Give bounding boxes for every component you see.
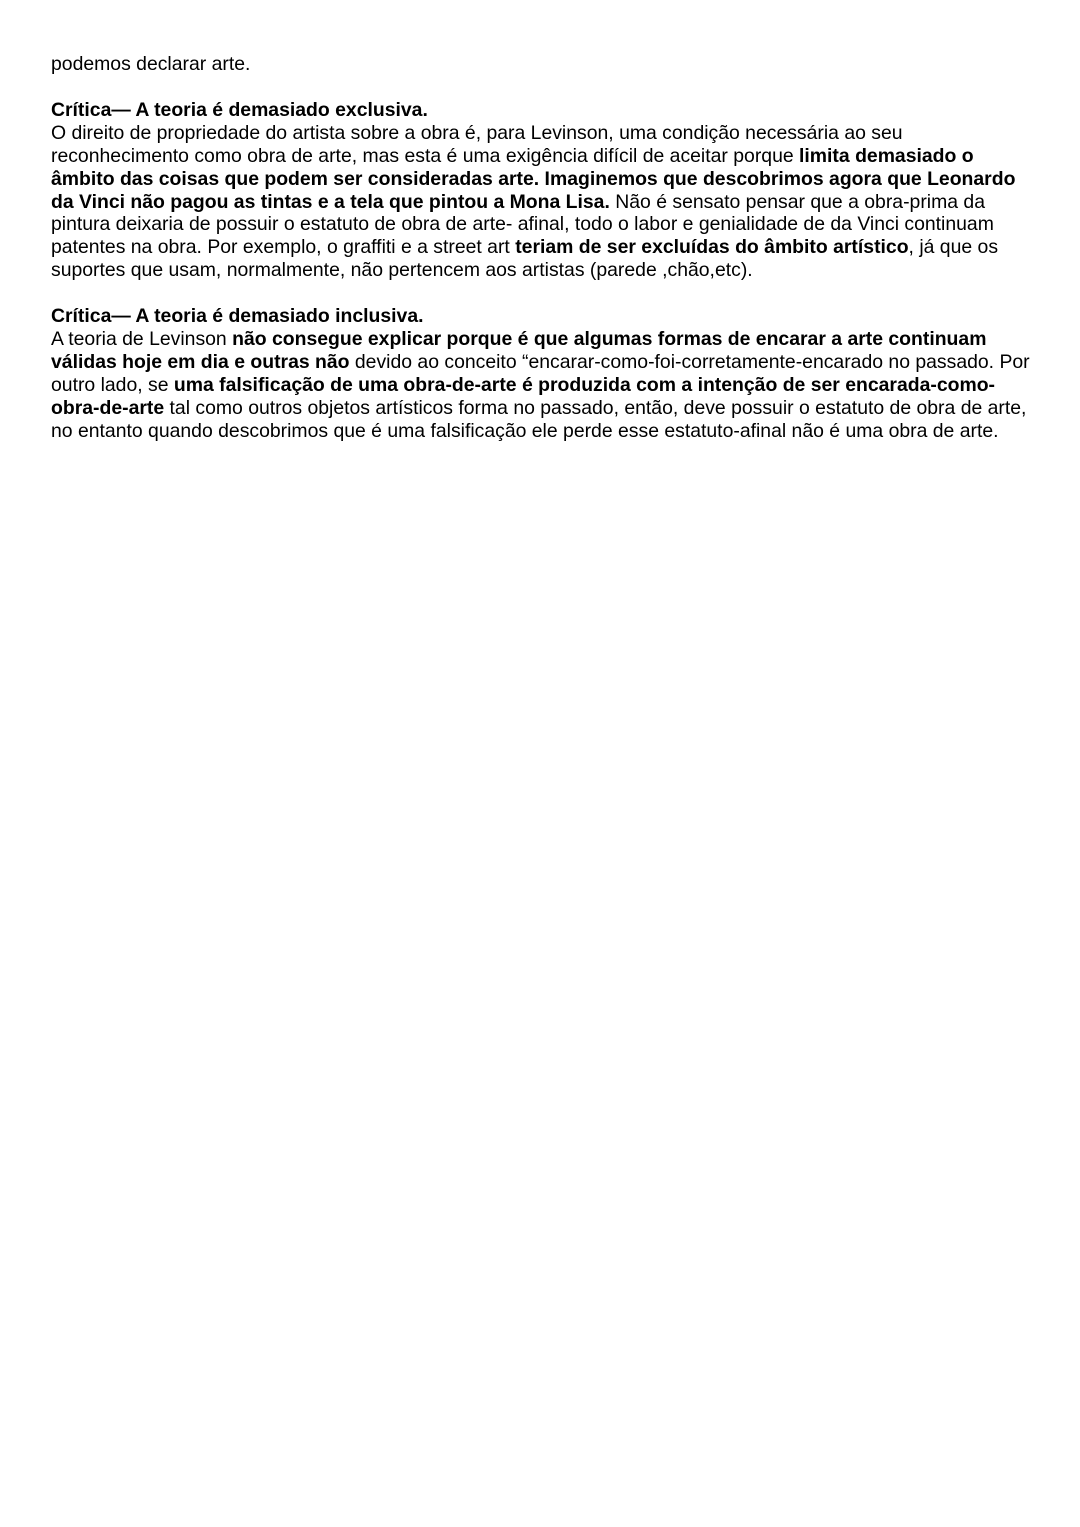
body-text-run: O direito de propriedade do artista sobre a obra é, para Levinson, uma condição necessária ao seu reconhecimento como obra de arte, mas esta é uma exigência difícil de aceitar porque [51,121,903,167]
body-text-run-bold: uma falsificação de uma obra-de-arte é produzida com a intenção de ser encarada-como-obra-de-arte [51,373,996,419]
document-page [51,53,1036,443]
body-text-run: Não é sensato pensar que a obra-prima da pintura deixaria de possuir o estatuto de obra de arte- afinal, todo o labor e genialidade de da Vinci continuam patentes na obra. Por exemplo, o graffiti e a street art [51,190,994,259]
section-heading-inclusive: Crítica— A teoria é demasiado inclusiva. [51,305,424,328]
section-body-inclusive [51,328,1036,443]
body-text-run: , já que os suportes que usam, normalmente, não pertencem aos artistas (parede ,chão,etc). [51,236,999,282]
body-text-run: tal como outros objetos artísticos forma no passado, então, deve possuir o estatuto de obra de arte, no entanto quando descobrimos que é uma falsificação ele perde esse estatuto-afinal não é uma obra de arte. [51,396,1027,442]
body-text-run: devido ao conceito “encarar-como-foi-corretamente-encarado no passado. Por outro lado, se [51,350,1030,396]
body-text-run: A teoria de Levinson [51,328,233,351]
section-body-exclusive [51,122,1036,282]
body-text-run-bold: teriam de ser excluídas do âmbito artístico [515,236,909,259]
body-text-run-bold: não consegue explicar porque é que algumas formas de encarar a arte continuam válidas hoje em dia e outras não [51,328,987,373]
intro-text: podemos declarar arte. [51,53,251,75]
section-heading-exclusive: Crítica— A teoria é demasiado exclusiva. [51,98,428,121]
body-text-run-bold: limita demasiado o âmbito das coisas que podem ser consideradas arte. Imaginemos que descobrimos agora que Leonardo da Vinci não pagou as tintas e a tela que pintou a Mona Lisa. [51,144,1016,213]
